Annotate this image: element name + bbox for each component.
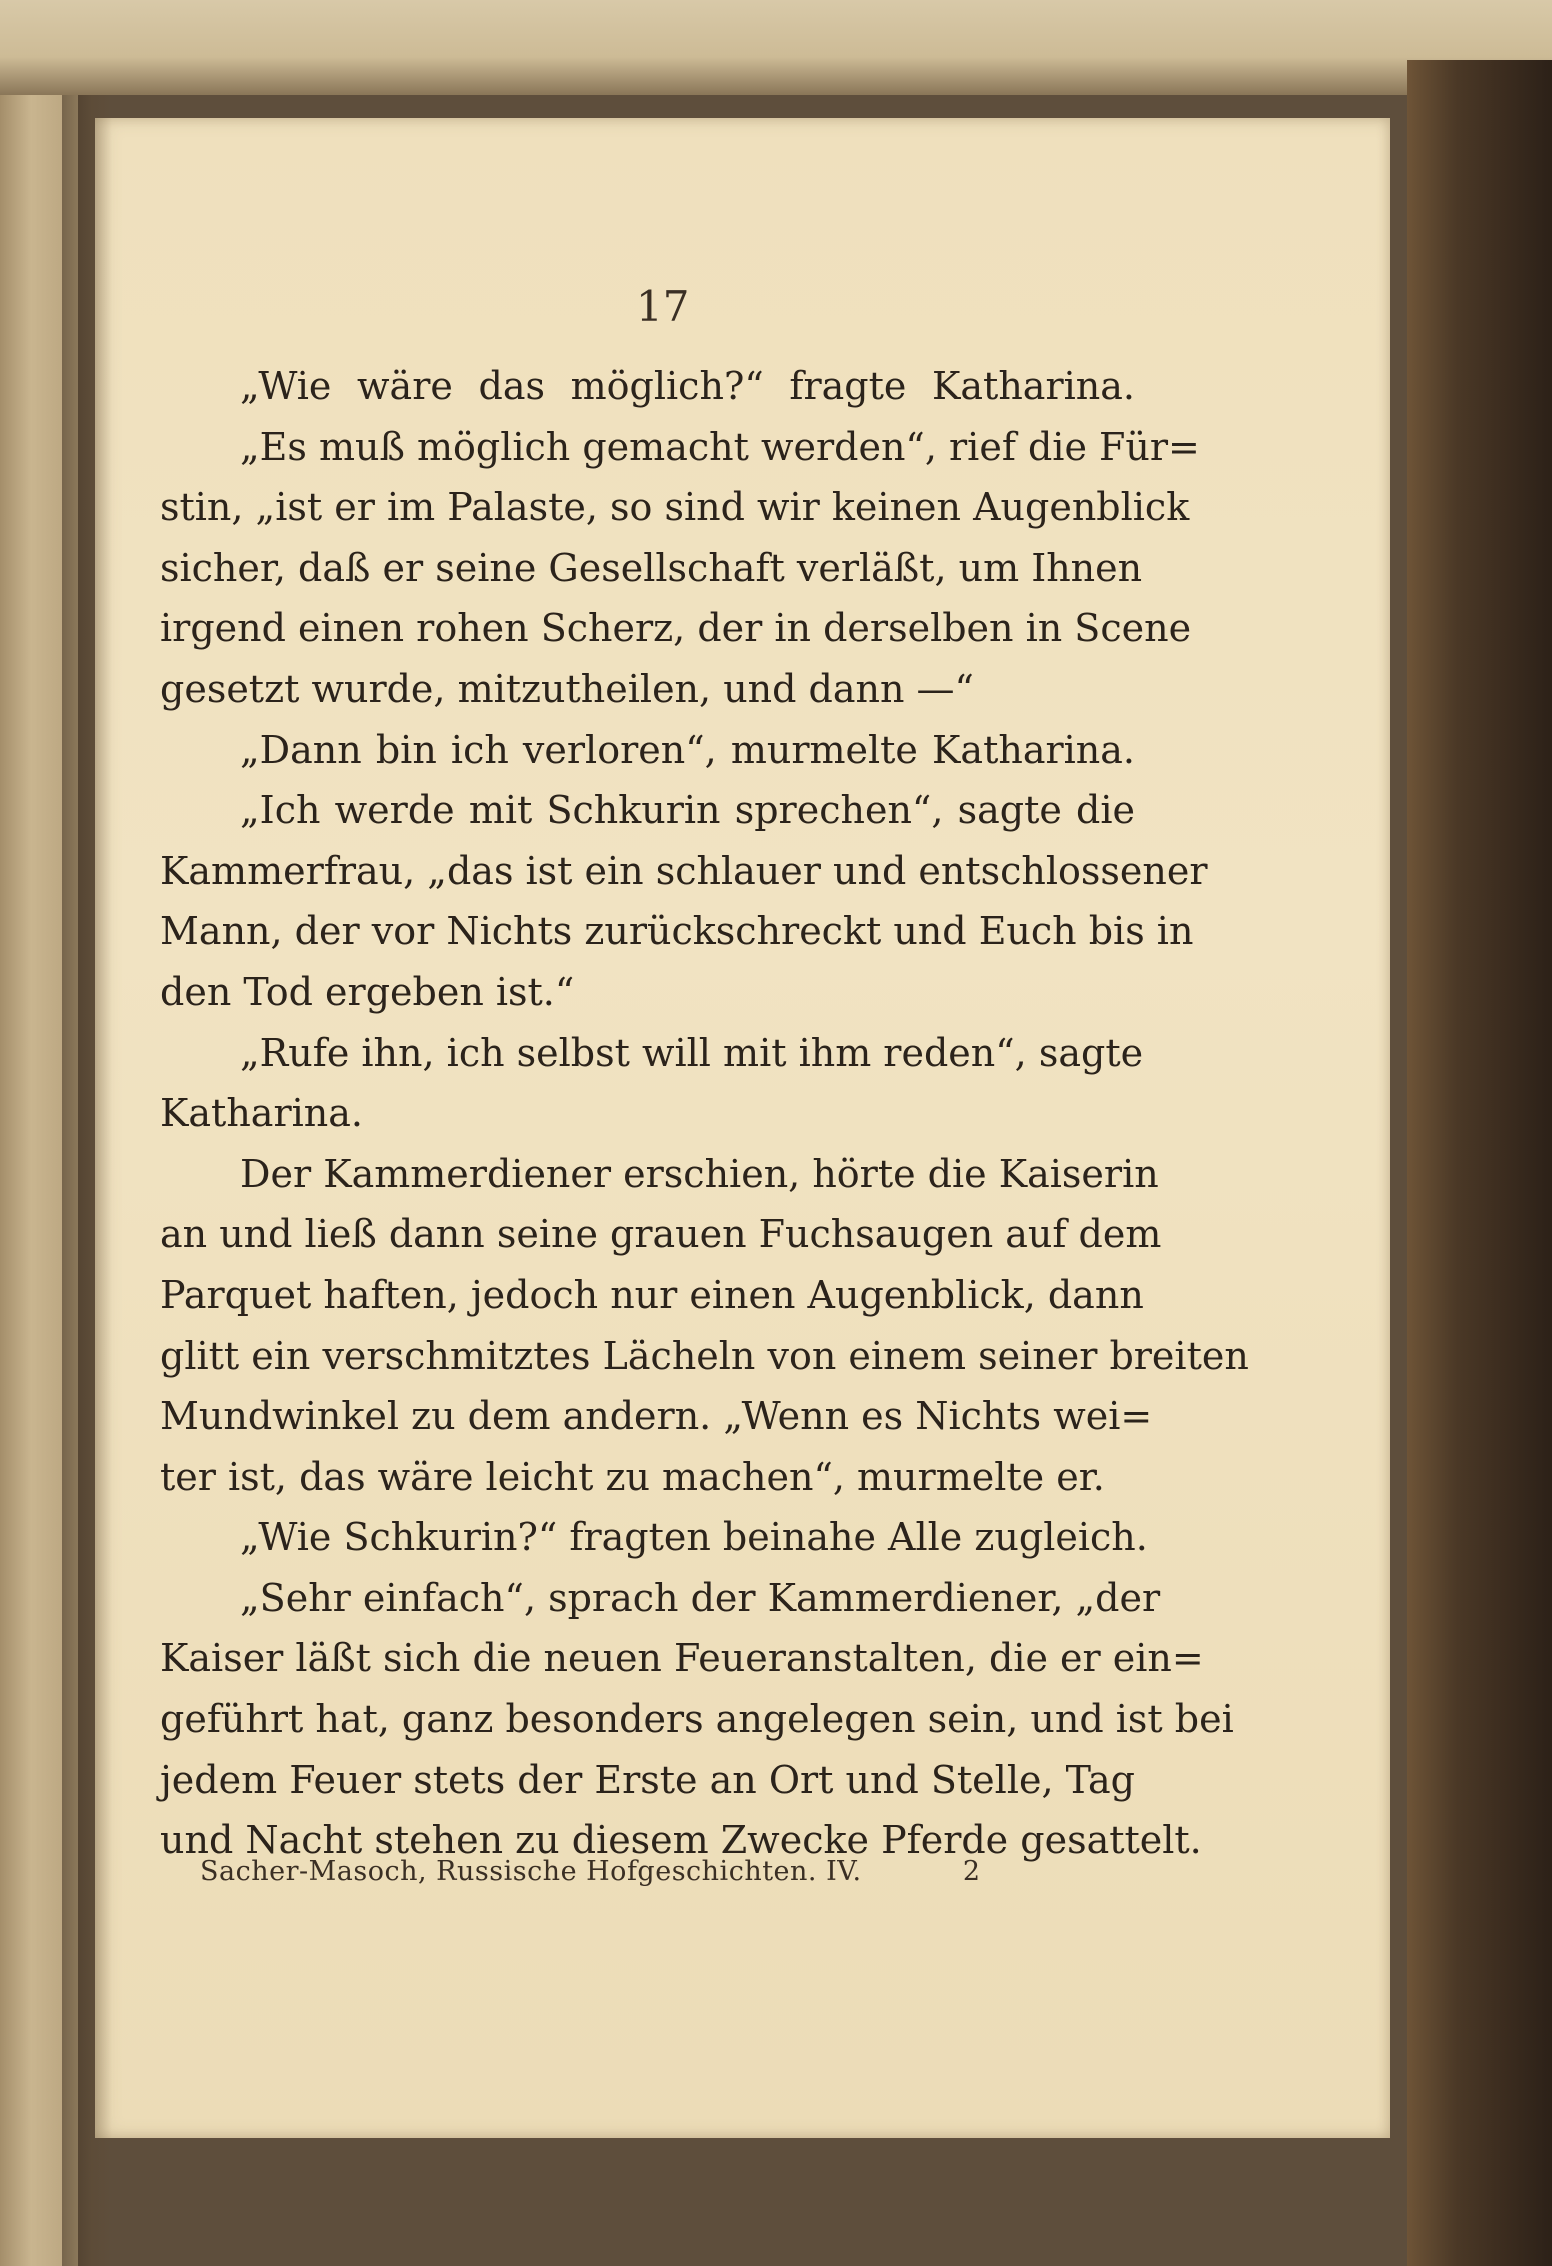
text-line: gesetzt wurde, mitzutheilen, und dann —“ — [160, 666, 974, 711]
text-line: Mundwinkel zu dem andern. „Wenn es Nichts wei= — [160, 1394, 1153, 1439]
page-footer — [200, 1856, 980, 1887]
page-number: 17 — [636, 282, 690, 331]
text-line: glitt ein verschmitztes Lächeln von einem seiner breiten — [160, 1333, 1249, 1378]
page-gutter-shadow — [62, 95, 112, 2266]
text-line: „Es muß möglich gemacht werden“, rief die Für= — [240, 424, 1200, 469]
page-top-edge — [0, 0, 1552, 95]
sheet-number: 2 — [962, 1856, 980, 1887]
text-line: geführt hat, ganz besonders angelegen sein, und ist bei — [160, 1697, 1234, 1742]
text-line: den Tod ergeben ist.“ — [160, 969, 575, 1014]
text-line: an und ließ dann seine grauen Fuchsaugen auf dem — [160, 1212, 1162, 1257]
book-cover-edge — [1407, 60, 1552, 2266]
printer-signature: Sacher-Masoch, Russische Hofgeschichten. IV. — [200, 1856, 862, 1887]
text-line: stin, „ist er im Palaste, so sind wir keinen Augenblick — [160, 485, 1190, 530]
text-line: Mann, der vor Nichts zurückschreckt und Euch bis in — [160, 909, 1194, 954]
text-line: Katharina. — [160, 1091, 363, 1136]
text-line: „Dann bin ich verloren“, murmelte Katharina. — [240, 727, 1135, 772]
text-line: Der Kammerdiener erschien, hörte die Kaiserin — [240, 1151, 1159, 1196]
body-text — [160, 356, 1249, 1871]
text-line: Kaiser läßt sich die neuen Feueranstalten, die er ein= — [160, 1636, 1204, 1681]
text-line: „Sehr einfach“, sprach der Kammerdiener, „der — [240, 1575, 1161, 1620]
text-line: „Rufe ihn, ich selbst will mit ihm reden“, sagte — [240, 1030, 1144, 1075]
text-line: „Ich werde mit Schkurin sprechen“, sagte die — [240, 788, 1135, 833]
text-line: Kammerfrau, „das ist ein schlauer und entschlossener — [160, 848, 1208, 893]
text-line: Parquet haften, jedoch nur einen Augenblick, dann — [160, 1272, 1144, 1317]
text-line: jedem Feuer stets der Erste an Ort und Stelle, Tag — [160, 1757, 1135, 1802]
text-line: irgend einen rohen Scherz, der in derselben in Scene — [160, 606, 1192, 651]
text-line: und Nacht stehen zu diesem Zwecke Pferde gesattelt. — [160, 1818, 1202, 1863]
text-line: sicher, daß er seine Gesellschaft verläßt, um Ihnen — [160, 545, 1143, 590]
text-line: „Wie wäre das möglich?“ fragte Katharina. — [240, 364, 1135, 408]
text-line: „Wie Schkurin?“ fragten beinahe Alle zugleich. — [240, 1515, 1148, 1560]
text-line: ter ist, das wäre leicht zu machen“, murmelte er. — [160, 1454, 1105, 1499]
